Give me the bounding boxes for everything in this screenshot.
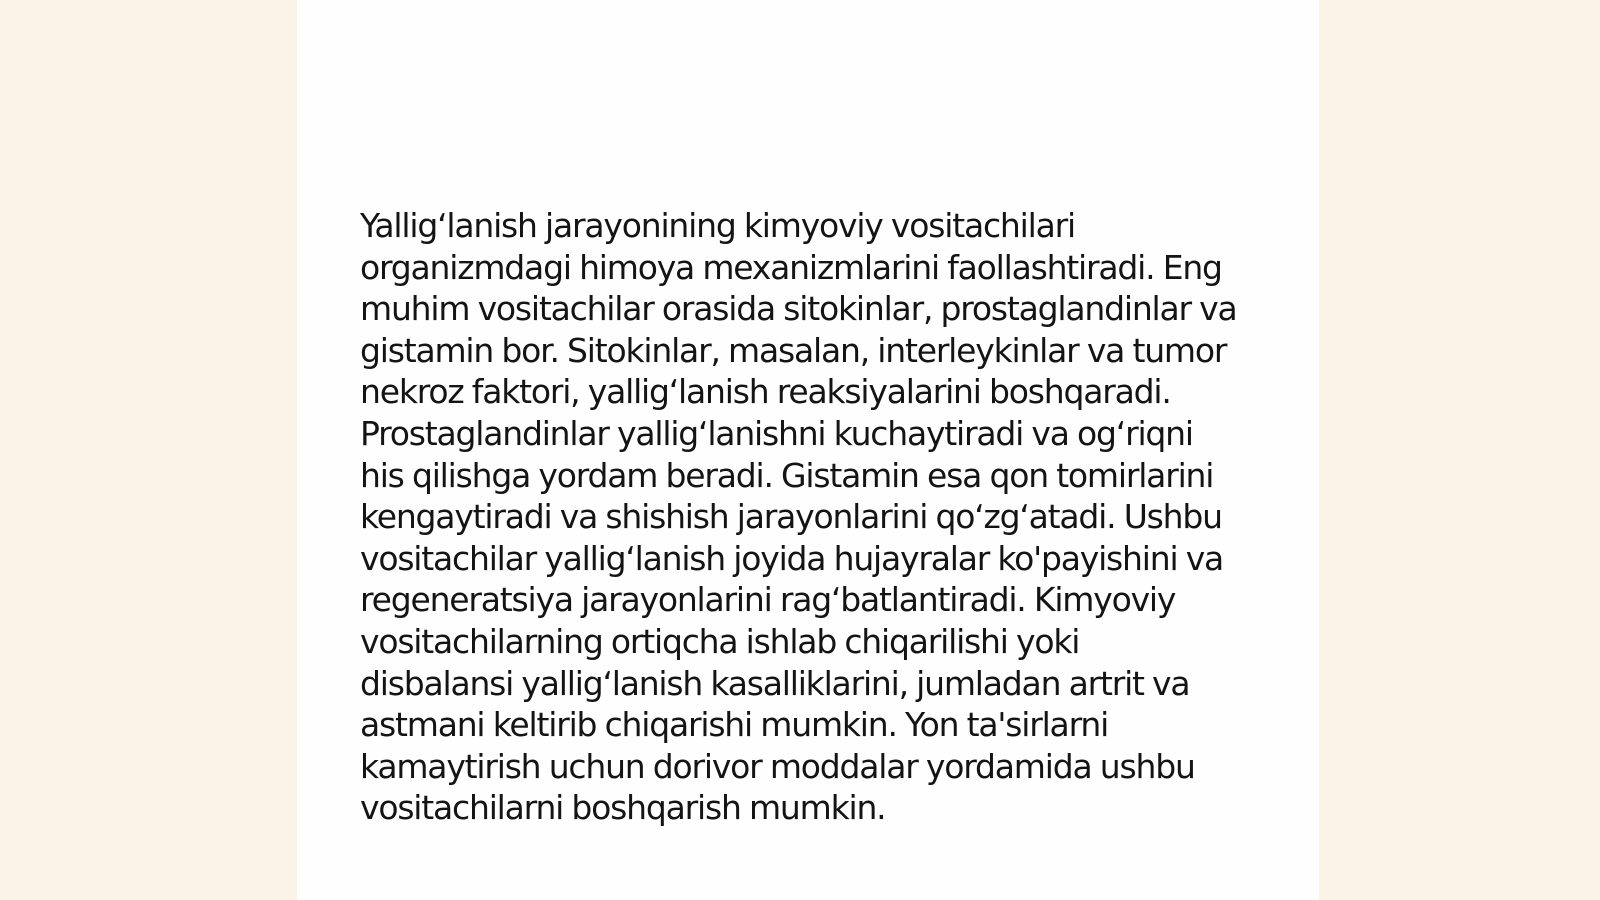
body-paragraph: Yallig‘lanish jarayonining kimyoviy vositachilari organizmdagi himoya mexanizmlarini faollashtiradi. Eng muhim vositachilar orasida sitokinlar, prostaglandinlar va gistamin bor. Sitokinlar, masalan, interleykinlar va tumor nekroz faktori, yallig‘lanish reaksiyalarini boshqaradi. Prostaglandinlar yallig‘lanishni kuchaytiradi va og‘riqni his qilishga yordam beradi. Gistamin esa qon tomirlarini kengaytiradi va shishish jarayonlarini qo‘zg‘atadi. Ushbu vositachilar yallig‘lanish joyida hujayralar ko'payishini va regeneratsiya jarayonlarini rag‘batlantiradi. Kimyoviy vositachilarning ortiqcha ishlab chiqarilishi yoki disbalansi yallig‘lanish kasalliklarini, jumladan artrit va astmani keltirib chiqarishi mumkin. Yon ta'sirlarni kamaytirish uchun dorivor moddalar yordamida ushbu vositachilarni boshqarish mumkin. [360, 206, 1237, 828]
document-page [297, 0, 1319, 900]
